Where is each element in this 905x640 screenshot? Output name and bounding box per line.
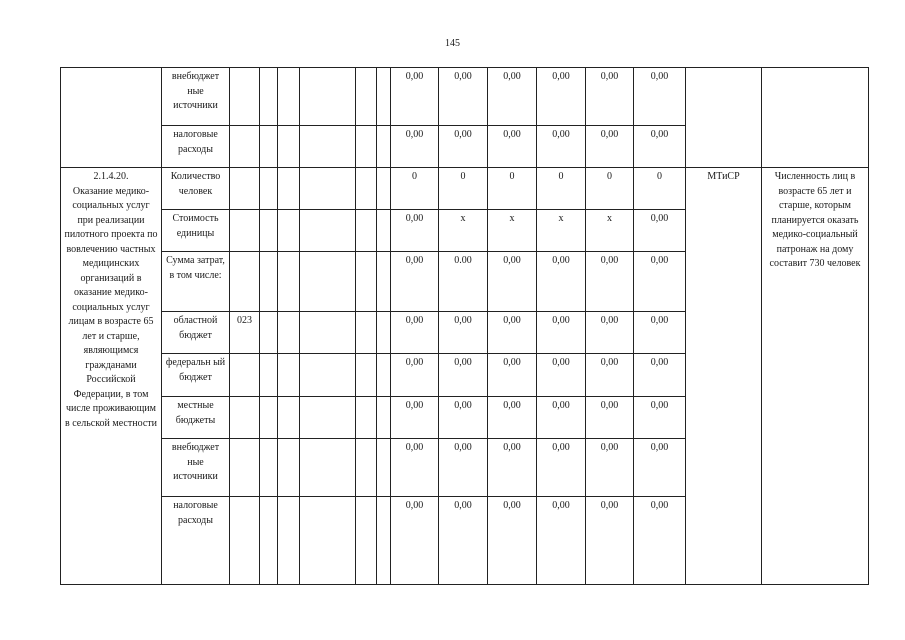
code-cell (230, 497, 260, 585)
value-cell: 0,00 (488, 312, 537, 354)
value-cell: 0 (634, 168, 686, 210)
value-cell: 0,00 (439, 497, 488, 585)
value-cell: 0,00 (537, 252, 586, 312)
value-cell: 0,00 (488, 397, 537, 439)
row-label: Сумма затрат, в том числе: (162, 252, 230, 312)
value-cell: 0,00 (391, 126, 439, 168)
value-cell: 0,00 (439, 126, 488, 168)
value-cell: 0,00 (391, 68, 439, 126)
row-label: внебюджет ные источники (162, 439, 230, 497)
value-cell: 0,00 (634, 210, 686, 252)
code-cell (230, 397, 260, 439)
row-label: областной бюджет (162, 312, 230, 354)
row-label: налоговые расходы (162, 126, 230, 168)
value-cell: 0,00 (634, 68, 686, 126)
measure-cell (61, 168, 162, 585)
value-cell: 0,00 (537, 126, 586, 168)
value-cell: 0,00 (537, 68, 586, 126)
value-cell: 0,00 (634, 439, 686, 497)
value-cell: 0,00 (391, 497, 439, 585)
value-cell: 0,00 (439, 312, 488, 354)
value-cell: 0 (391, 168, 439, 210)
budget-table (60, 67, 869, 585)
value-cell: 0,00 (488, 439, 537, 497)
page-number: 145 (445, 38, 460, 49)
value-cell: 0,00 (391, 312, 439, 354)
value-cell: 0 (488, 168, 537, 210)
code-cell: 023 (230, 312, 260, 354)
measure-name: Оказание медико-социальных услуг при реализации пилотного проекта по вовлечению частных медицинских организаций в оказание медико-социальных услуг лицам в возрасте 65 лет и старше, являющимся гражданами Российской Федерации, в том числе проживающим в сельской местности (64, 185, 158, 429)
value-cell: 0,00 (439, 397, 488, 439)
value-cell: 0,00 (391, 210, 439, 252)
code-cell (230, 354, 260, 397)
value-cell: 0 (439, 168, 488, 210)
value-cell: 0,00 (391, 354, 439, 397)
value-cell: 0,00 (634, 397, 686, 439)
value-cell: 0,00 (586, 126, 634, 168)
table-row (61, 168, 869, 210)
row-label: внебюджет ные источники (162, 68, 230, 126)
value-cell: х (439, 210, 488, 252)
value-cell: 0,00 (586, 397, 634, 439)
row-label: налоговые расходы (162, 497, 230, 585)
value-cell: 0,00 (488, 252, 537, 312)
value-cell: 0,00 (391, 397, 439, 439)
value-cell: 0,00 (634, 126, 686, 168)
empty-cell (61, 68, 162, 168)
value-cell: х (586, 210, 634, 252)
value-cell: 0,00 (488, 497, 537, 585)
value-cell: 0,00 (439, 68, 488, 126)
code-cell (230, 168, 260, 210)
value-cell: 0.00 (439, 252, 488, 312)
measure-number: 2.1.4.20. (93, 171, 129, 182)
executor-cell: МТиСР (686, 168, 762, 585)
value-cell: 0,00 (537, 354, 586, 397)
value-cell: 0,00 (488, 354, 537, 397)
value-cell: 0,00 (586, 68, 634, 126)
value-cell: 0,00 (488, 68, 537, 126)
value-cell: 0,00 (391, 252, 439, 312)
value-cell: 0,00 (586, 252, 634, 312)
code-cell (230, 210, 260, 252)
value-cell: 0,00 (391, 439, 439, 497)
row-label: Стоимость единицы (162, 210, 230, 252)
table-row (61, 68, 869, 126)
value-cell: 0,00 (537, 439, 586, 497)
value-cell: 0,00 (586, 439, 634, 497)
result-cell: Численность лиц в возрасте 65 лет и старше, которым планируется оказать медико-социальный патронаж на дому составит 730 человек (762, 168, 869, 585)
value-cell: 0,00 (439, 354, 488, 397)
value-cell: 0,00 (537, 312, 586, 354)
empty-cell (762, 68, 869, 168)
value-cell: 0 (537, 168, 586, 210)
value-cell: х (488, 210, 537, 252)
value-cell: 0 (586, 168, 634, 210)
value-cell: 0,00 (634, 354, 686, 397)
code-cell (230, 252, 260, 312)
row-label: местные бюджеты (162, 397, 230, 439)
row-label: Количество человек (162, 168, 230, 210)
row-label: федеральн ый бюджет (162, 354, 230, 397)
empty-cell (686, 68, 762, 168)
value-cell: 0,00 (634, 312, 686, 354)
code-cell (230, 439, 260, 497)
value-cell: х (537, 210, 586, 252)
value-cell: 0,00 (586, 312, 634, 354)
value-cell: 0,00 (634, 252, 686, 312)
value-cell: 0,00 (537, 497, 586, 585)
value-cell: 0,00 (537, 397, 586, 439)
value-cell: 0,00 (586, 354, 634, 397)
value-cell: 0,00 (634, 497, 686, 585)
value-cell: 0,00 (488, 126, 537, 168)
value-cell: 0,00 (586, 497, 634, 585)
value-cell: 0,00 (439, 439, 488, 497)
